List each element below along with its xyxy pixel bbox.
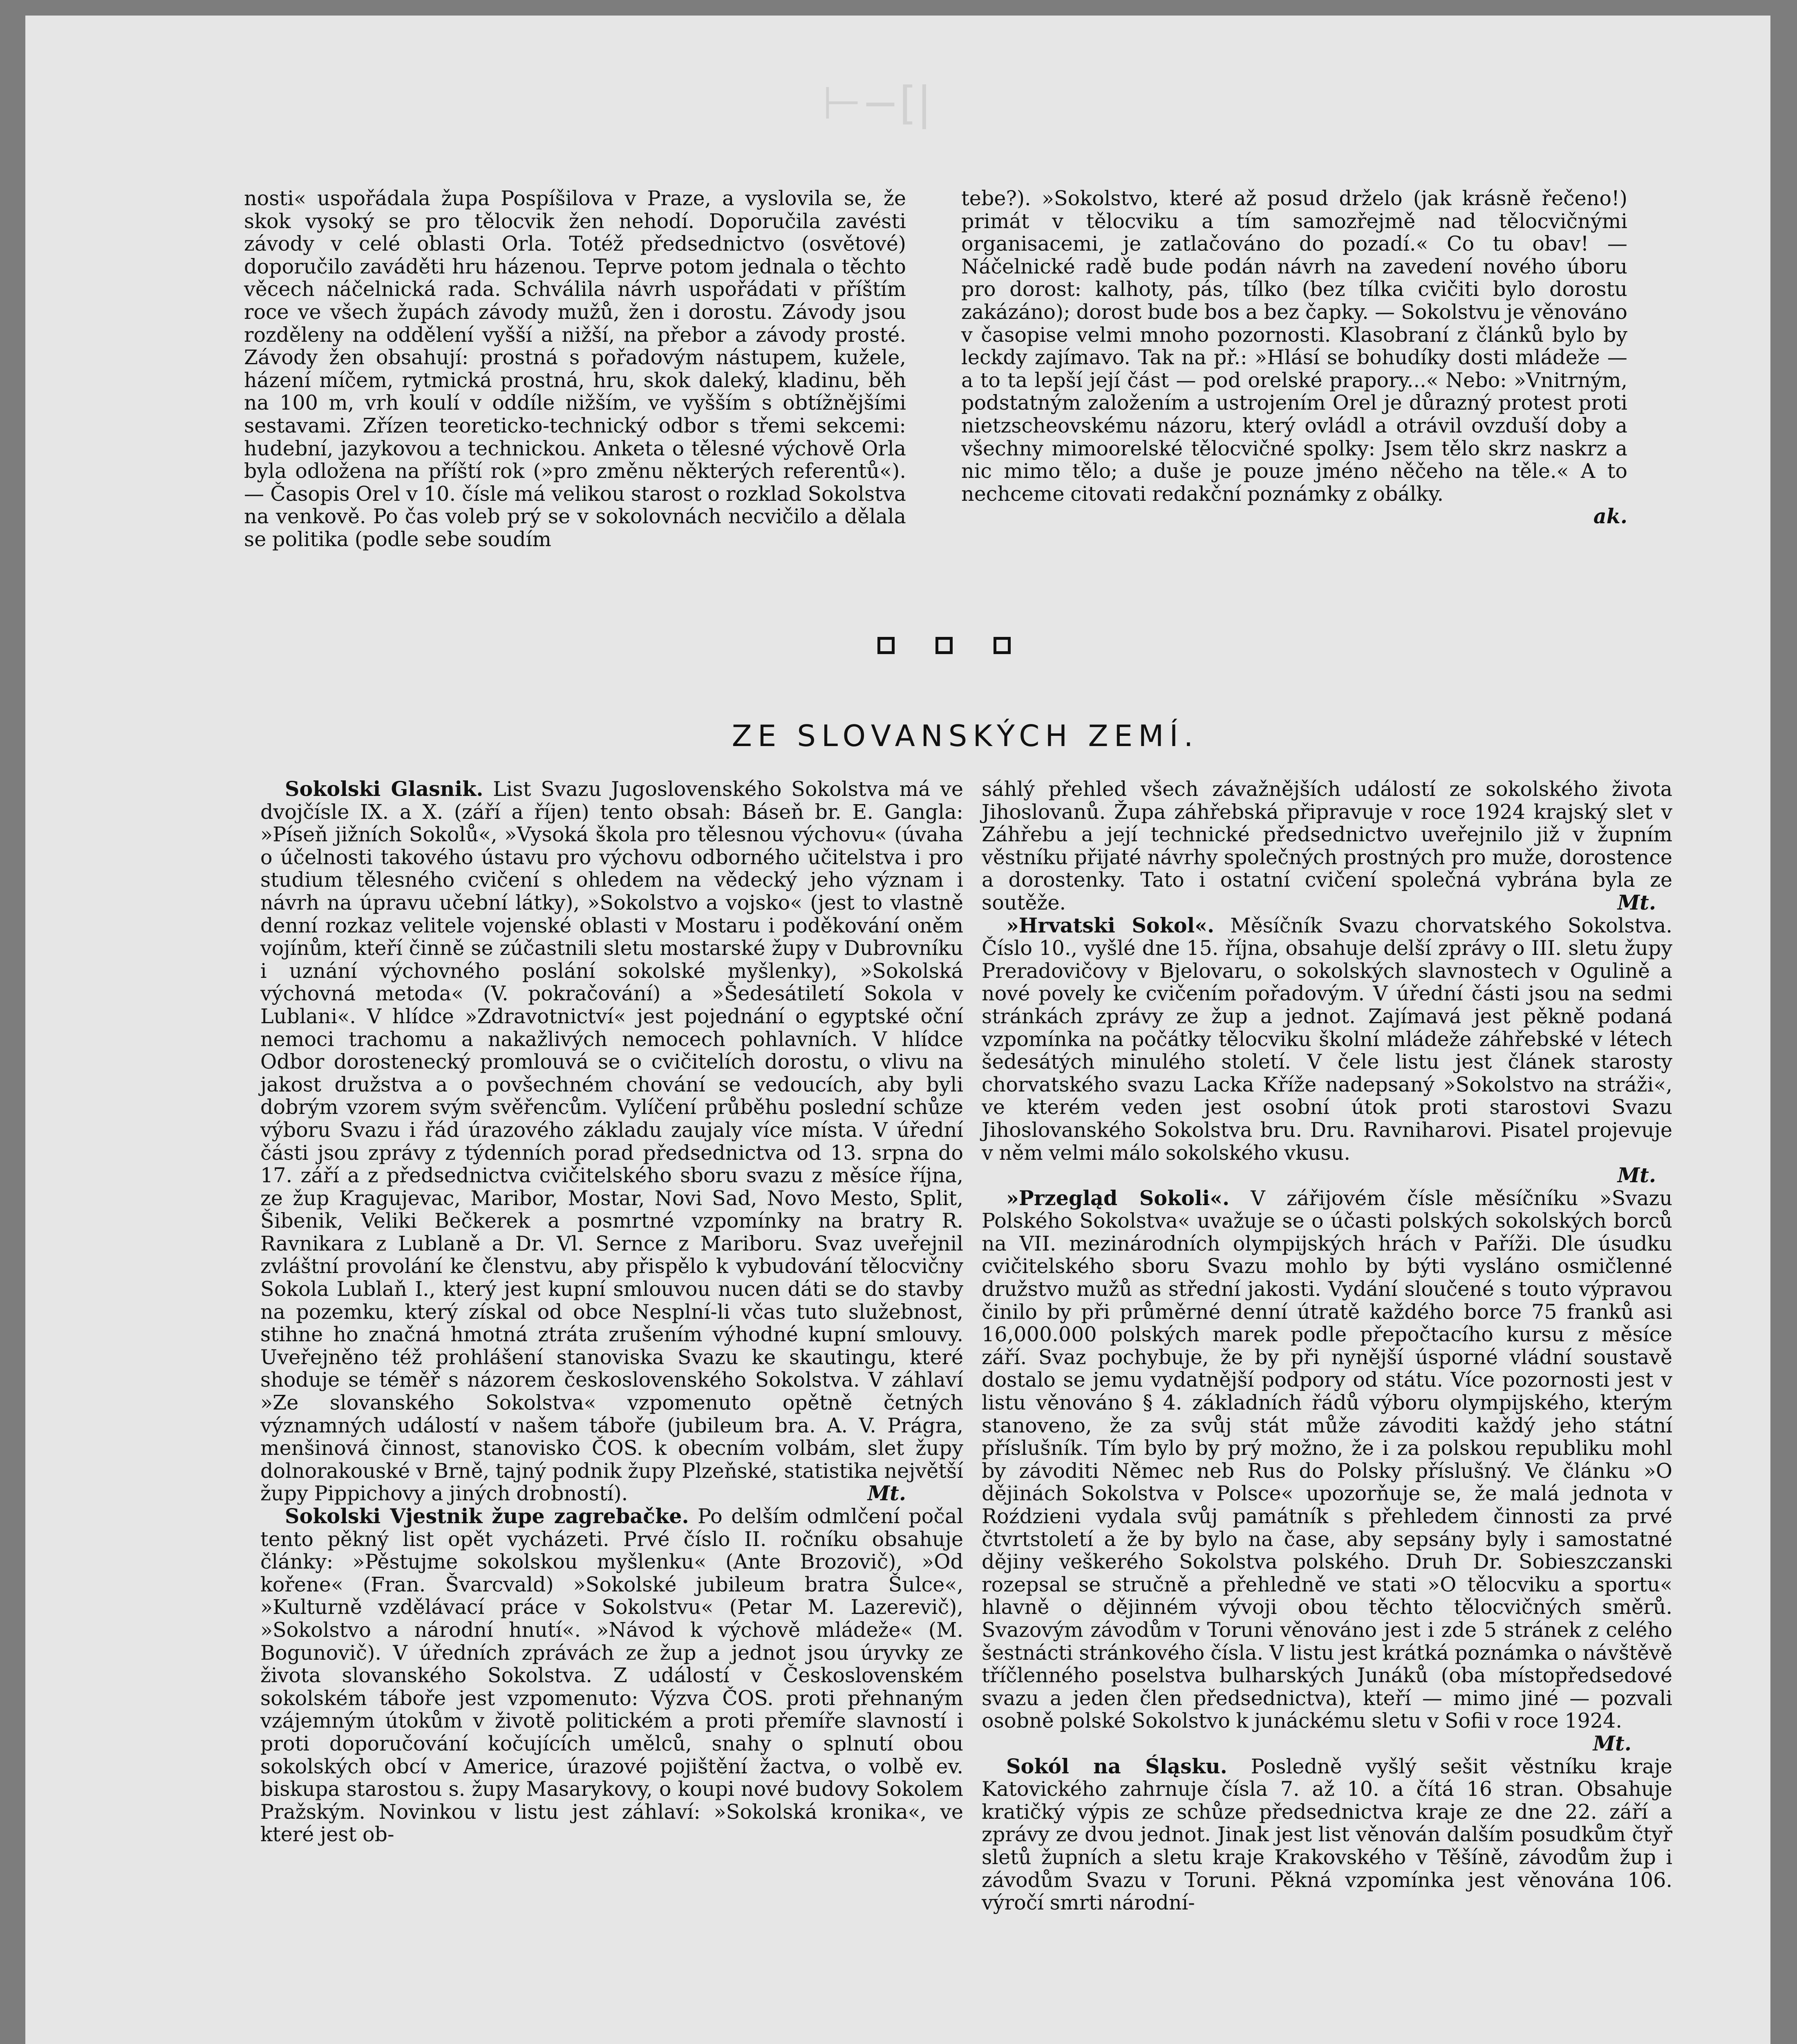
article-title: »Hrvatski Sokol«. [1006,913,1215,937]
page-sheet [25,16,1770,2044]
section-ornament [877,637,1011,654]
article-signature: Mt. [1593,1731,1631,1755]
article-hrvatski-sokol [982,914,1672,1165]
article-title: Sokól na Śląsku. [1006,1754,1227,1778]
article-text: Posledně vyšlý sešit věstníku kraje Katovického zahrnuje čísla 7. až 10. a čítá 16 stran. Obsahuje kratičký výpis ze schůze předsednictva kraje ze dne 22. září a zprávy ze dvou jednot. Jinak jest list věnován dalším posudkům čtyř sletů župních a sletu kraje Krakovského v Těšíně, závodům žup i závodům Svazu v Toruni. Pěkná vzpomínka jest věnována 106. výročí smrti národní- [982,1754,1672,1915]
top-right-paragraph: tebe?). »Sokolstvo, které až posud drželo (jak krásně řečeno!) primát v tělocviku a tím samozřejmě nad tělocvičnými organisacemi, je zatlačováno do pozadí.« Co tu obav! — Náčelnické radě bude podán návrh na zavedení nového úboru pro dorost: kalhoty, pás, tílko (bez tílka cvičiti bylo dorostu zakázáno); dorost bude bos a bez čapky. — Sokolstvu je věnováno v časopise velmi mnoho pozornosti. Klasobraní z článků bylo by leckdy zajímavo. Tak na př.: »Hlásí se bohudíky dosti mládeže — a to ta lepší její část — pod orelské prapory...« Nebo: »Vnitrným, podstatným založením a ustrojením Orel je důrazný protest proti nietzscheovskému názoru, který ovládl a otrávil ovzduší doby a všechny mimoorelské tělocvičné spolky: Jsem tělo skrz naskrz a nic mimo tělo; a duše je pouze jméno něčeho na těle.« A to nechceme citovati redakční poznámky z obálky. [961,186,1627,506]
article-continuation [982,778,1672,914]
top-left-column [244,187,906,551]
article-text: V zářijovém čísle měsíčníku »Svazu Polského Sokolstva« uvažuje se o účasti polských sokolských borců na VII. mezinárodních olympijských hrách v Paříži. Dle úsudku cvičitelského sboru Svazu mohlo by býti vysláno osmičlenné družstvo mužů as střední jakosti. Vydání sloučené s touto výpravou činilo by při průměrné denní útratě každého borce 75 franků asi 16,000.000 polských marek podle přepočtacího kursu z měsíce září. Svaz pochybuje, že by při nynější úsporné vládní soustavě dostalo se jemu vydatnější podpory od státu. Více pozornosti jest v listu věnováno § 4. základních řádů výboru olympijského, kterým stanoveno, že za svůj stát může závoditi každý jeho státní příslušník. Tím bylo by prý možno, že i za polskou republiku mohl by závoditi Němec neb Rus do Polsky příslušný. Ve článku »O dějinách Sokolstva v Polsce« upozorňuje se, že malá jednota v Roździeni vydala svůj památník s přehledem činnosti za prvé čtvrtstoletí a že by bylo na čase, aby sepsány byly i samostatné dějiny veškerého Sokolstva polského. Druh Dr. Sobieszczanski rozepsal se stručně a přehledně ve stati »O tělocviku a sportu« hlavně o dějinném vývoji obou těchto tělocvičných směrů. Svazovým závodům v Toruni věnováno jest i zde 5 stránek z celého šestnácti stránkového čísla. V listu jest krátká poznámka o návštěvě tříčlenného poselstva bulharských Junáků (oba místopředsedové svazu a jeden člen předsednictva), kteří — mimo jiné — pozvali osobně polské Sokolstvo k junáckému sletu v Sofii v roce 1924. [982,1186,1672,1733]
article-glasnik [260,778,963,1505]
bottom-left-column [260,778,963,1846]
ornament-square-icon [935,637,953,654]
article-text: Po delším odmlčení počal tento pěkný list opět vycházeti. Prvé číslo II. ročníku obsahuje články: »Pěstujme sokolskou myšlenku« (Ante Brozovič), »Od kořene« (Fran. Švarcvald) »Sokolské jubileum bratra Šulce«, »Kulturně vzdělávací práce v Sokolstvu« (Petar M. Lazerevič), »Sokolstvo a národní hnutí«. »Návod k výchově mládeže« (M. Bogunovič). V úředních zprávách ze žup a jednot jsou úryvky ze života slovanského Sokolstva. Z událostí v Československém sokolském táboře jest vzpomenuto: Výzva ČOS. proti přehnaným vzájemným útokům v životě politickém a proti přemíře slavností i proti doporučování kočujících umělců, snahy o splnutí obou sokolských obcí v Americe, úrazové pojištění žactva, o volbě ev. biskupa starostou s. župy Masarykovy, o koupi nové budovy Sokolem Pražským. Novinkou v listu jest záhlaví: »Sokolská kronika«, ve které jest ob- [260,1504,963,1847]
article-vjestnik [260,1505,963,1846]
article-title: Sokolski Vjestnik župe zagrebačke. [285,1504,689,1528]
article-signature: Mt. [1617,890,1656,914]
article-title: »Przegląd Sokoli«. [1006,1186,1230,1210]
bleed-through-mark: ⊢−[| [822,77,932,129]
article-przeglad-sokoli [982,1186,1672,1755]
article-signature: Mt. [1617,1163,1656,1188]
article-text: List Svazu Jugoslovenského Sokolstva má ve dvojčísle IX. a X. (září a říjen) tento obsah: Báseň br. E. Gangla: »Píseň jižních Sokolů«, »Vysoká škola pro tělesnou výchovu« (úvaha o účelnosti takového ústavu pro výchovu odborného učitelstva i pro studium tělesného cvičení s ohledem na vědecký jeho význam i návrh na úpravu učební látky), »Sokolstvo a vojsko« (jest to vlastně denní rozkaz velitele vojenské oblasti v Mostaru i poděkování oněm vojínům, kteří činně se zúčastnili sletu mostarské župy v Dubrovníku i uznání výchovného poslání sokolské myšlenky), »Sokolská výchovná metoda« (V. pokračování) a »Šedesátiletí Sokola v Lublani«. V hlídce »Zdravotnictví« jest pojednání o egyptské oční nemoci trachomu a nakažlivých nemocech pohlavních. V hlídce Odbor dorostenecký promlouvá se o cvičitelích dorostu, o vlivu na jakost družstva a o povšechném chování se vedoucích, aby byli dobrým vzorem svým svěřencům. Vylíčení průběhu poslední schůze výboru Svazu i řád úrazového základu zaujaly více místa. V úřední části jsou zprávy z týdenních porad předsednictva od 13. srpna do 17. září a z předsednictva cvičitelského sboru svazu z měsíce října, ze žup Kragujevac, Maribor, Mostar, Novi Sad, Novo Mesto, Split, Šibenik, Veliki Bečkerek a posmrtné vzpomínky na bratry R. Ravnikara z Lublaně a Dr. Vl. Sernce z Mariboru. Svaz uveřejnil zvláštní provolání ke členstvu, aby přispělo k vybudování tělocvičny Sokola Lublaň I., který jest kupní smlouvou nucen dáti se do stavby na pozemku, který získal od obce Nesplní-li včas tuto služebnost, stihne ho značná hmotná ztráta zrušením výhodné kupní smlouvy. Uveřejněno též prohlášení stanoviska Svazu ke skautingu, které shoduje se téměř s názorem československého Sokolstva. V záhlaví »Ze slovanského Sokolstva« vzpomenuto opětně četných významných událostí v našem táboře (jubileum bra. A. V. Prágra, menšinová činnost, stanovisko ČOS. k obecním volbám, slet župy dolnorakouské v Brně, tajný podnik župy Plzeňské, statistika největší župy Pippichovy a jiných drobností). [260,777,963,1506]
article-text: sáhlý přehled všech závažnějších událostí ze sokolského života Jihoslovanů. Župa záhřebská připravuje v roce 1924 krajský slet v Záhřebu a její technické předsednictvo uveřejnilo již v župním věstníku přijaté návrhy společných prostných pro muže, dorostence a dorostenky. Tato i ostatní cvičení společná vybrána byla ze soutěže. [982,777,1672,914]
top-right-signature: ak. [1593,504,1627,529]
top-left-paragraph: nosti« uspořádala župa Pospíšilova v Praze, a vyslovila se, že skok vysoký se pro tělocvik žen nehodí. Doporučila zavésti závody v celé oblasti Orla. Totéž předsednictvo (osvětové) doporučilo zaváděti hru házenou. Teprve potom jednala o těchto věcech náčelnická rada. Schválila návrh uspořádati v příštím roce ve všech župách závody mužů, žen i dorostu. Závody jsou rozděleny na oddělení vyšší a nižší, na přebor a závody prosté. Závody žen obsahují: prostná s pořadovým nástupem, kužele, házení míčem, rytmická prostná, hru, skok daleký, kladinu, běh na 100 m, vrh koulí v oddíle nižším, ve vyšším s obtížnějšími sestavami. Zřízen teoreticko-technický odbor s třemi sekcemi: hudební, jazykovou a technickou. Anketa o tělesné výchově Orla byla odložena na příští rok (»pro změnu některých referentů«). — Časopis Orel v 10. čísle má velikou starost o rozklad Sokolstva na venkově. Po čas voleb prý se v sokolovnách necvičilo a dělala se politika (podle sebe soudím [244,186,906,551]
article-title: Sokolski Glasnik. [285,777,483,801]
ornament-square-icon [994,637,1011,654]
article-text: Měsíčník Svazu chorvatského Sokolstva. Číslo 10., vyšlé dne 15. října, obsahuje delší zprávy o III. sletu župy Preradovičovy v Bjelovaru, o sokolských slavnostech v Ogulině a nové povely ke cvičením pořadovým. V úřední části jsou na sedmi stránkách zprávy ze žup a jednot. Zajímavá jest pěkně podaná vzpomínka na počátky tělocviku školní mládeže záhřebské v létech šedesátých minulého století. V čele listu jest článek starosty chorvatského svazu Lacka Kříže nadepsaný »Sokolstvo na stráži«, ve kterém veden jest osobní útok proti starostovi Svazu Jihoslovanského Sokolstva bru. Dru. Ravniharovi. Pisatel projevuje v něm velmi málo sokolského vkusu. [982,913,1673,1165]
section-heading: ZE SLOVANSKÝCH ZEMÍ. [732,719,1199,753]
bottom-right-column [982,778,1672,1914]
article-signature: Mt. [867,1481,906,1506]
top-right-column [961,187,1627,528]
ornament-square-icon [877,637,895,654]
article-sokol-na-slasku [982,1755,1672,1914]
